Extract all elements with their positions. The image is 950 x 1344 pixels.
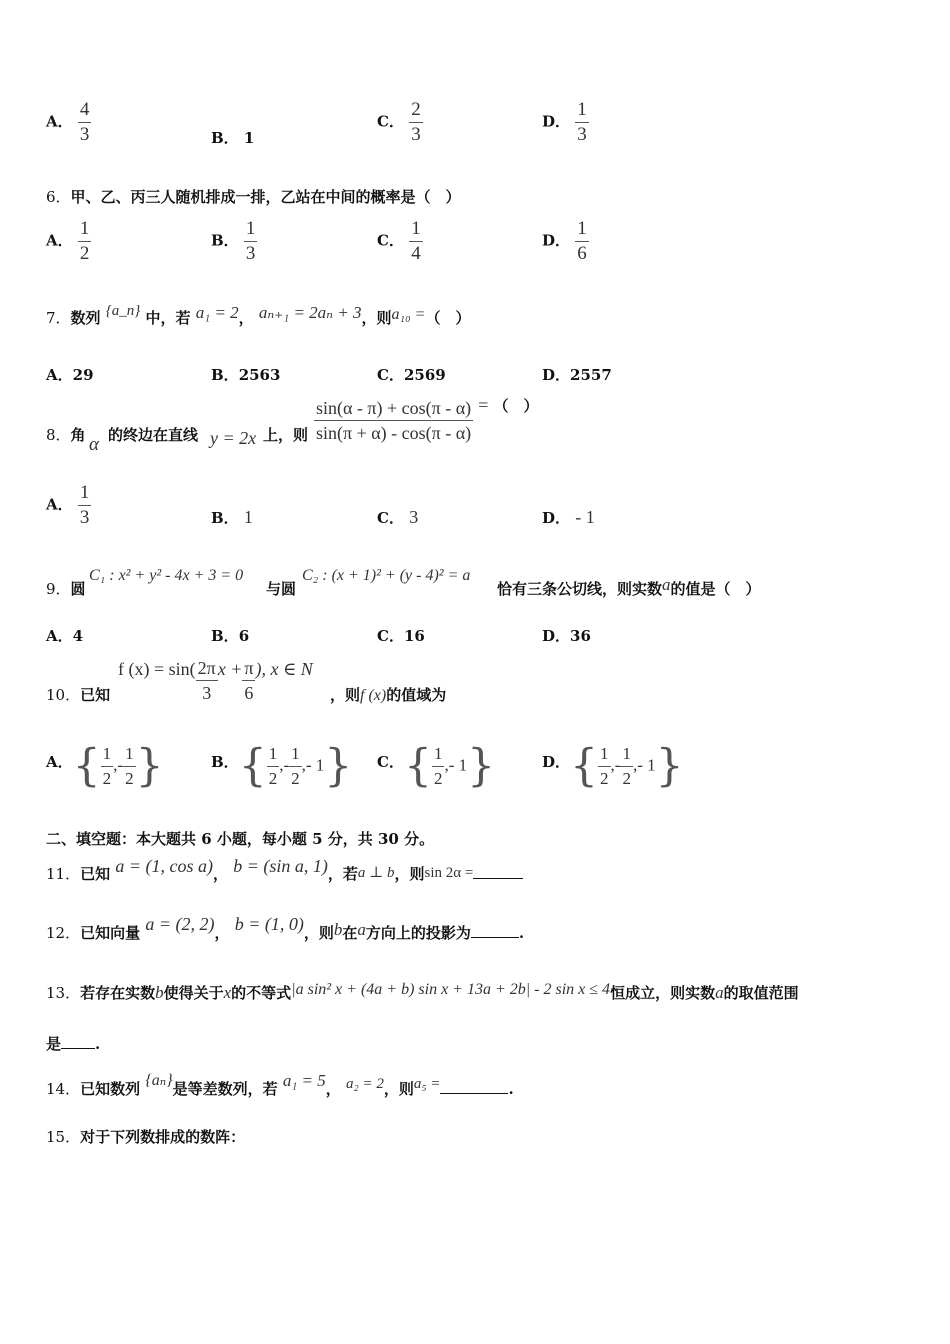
- q8-option-b: B． 1: [211, 507, 253, 527]
- fraction: $\frac{1}{4}$: [411, 218, 421, 264]
- q5-option-a: A． $\frac{4}{3}$: [46, 99, 90, 145]
- right-brace-icon: }: [467, 740, 496, 792]
- q6-option-d: D． $\frac{1}{6}$: [542, 218, 587, 264]
- fraction: $\frac{1}{3}$: [79, 482, 90, 528]
- question-9-lead: 9．圆: [46, 580, 86, 598]
- question-8-lead: 8．角: [46, 426, 86, 444]
- q8-option-c: C． 3: [377, 507, 419, 527]
- q5-option-d: D． $\frac{1}{3}$: [542, 99, 587, 145]
- q9-option-c: C．16: [377, 627, 425, 645]
- fraction: $\frac{1}{2}$: [79, 218, 90, 264]
- question-10-lead: 10．已知: [46, 686, 111, 704]
- left-brace-icon: {: [403, 740, 432, 792]
- q10-option-d: D．{ $\frac{1}{2}$ ,- $\frac{1}{2}$ ,- 1}: [542, 740, 684, 792]
- answer-blank: [471, 937, 519, 938]
- q10-option-c: C．{ $\frac{1}{2}$ ,- 1}: [377, 740, 496, 792]
- fraction: $\frac{2}{3}$: [411, 99, 421, 145]
- right-brace-icon: }: [135, 740, 164, 792]
- fraction: $\frac{1}{3}$: [245, 218, 256, 264]
- q5-option-b: B． 1: [211, 129, 255, 147]
- fraction: $\frac{1}{6}$: [577, 218, 587, 264]
- question-14: 14．已知数列 {aₙ}是等差数列，若 a₁ = 5， a₂ = 2，则a₅ = .: [46, 1071, 514, 1098]
- question-8-text1: 的终边在直线: [108, 426, 199, 444]
- left-brace-icon: {: [72, 740, 101, 792]
- q10-option-b: B．{ $\frac{1}{2}$ ,- $\frac{1}{2}$ ,- 1}: [211, 740, 353, 792]
- question-10-text: ，则f (x)的值域为: [330, 686, 447, 704]
- answer-blank: [440, 1093, 508, 1094]
- question-15: 15．对于下列数排成的数阵：: [46, 1128, 246, 1146]
- q6-option-c: C． $\frac{1}{4}$: [377, 218, 421, 264]
- question-13-line2: 是 .: [46, 1035, 101, 1053]
- question-9-text1: 与圆: [266, 580, 297, 598]
- q7-option-b: B．2563: [211, 366, 281, 384]
- q7-option-d: D．2557: [542, 366, 612, 384]
- q7-option-a: A．29: [46, 366, 94, 384]
- answer-blank: [473, 878, 523, 879]
- question-13: 13．若存在实数b使得关于x的不等式|a sin² x + (4a + b) sin x + 13a + 2b| - 2 sin x ≤ 4恒成立，则实数a的取值范围: [46, 981, 799, 1002]
- answer-blank: [61, 1048, 95, 1049]
- right-brace-icon: }: [655, 740, 684, 792]
- q6-option-a: A． $\frac{1}{2}$: [46, 218, 90, 264]
- q6-option-b: B． $\frac{1}{3}$: [211, 218, 256, 264]
- question-12: 12．已知向量 a = (2, 2)， b = (1, 0)，则b在a方向上的投影为 .: [46, 914, 525, 942]
- function-definition: f (x) = sin( $\frac{2\pi}{3}$ x + $\frac{\pi}{6}$ ), x ∈ N: [118, 658, 313, 703]
- question-9-text2: 恰有三条公切线，则实数a的值是（ ）: [497, 575, 761, 598]
- q8-option-a: A． $\frac{1}{3}$: [46, 482, 90, 528]
- q9-option-b: B．6: [211, 627, 250, 645]
- question-8-text2: 上，则: [263, 426, 309, 444]
- q7-option-c: C．2569: [377, 366, 446, 384]
- q8-option-d: D． - 1: [542, 507, 595, 527]
- left-brace-icon: {: [238, 740, 267, 792]
- q9-option-a: A．4: [46, 627, 84, 645]
- fraction: $\frac{4}{3}$: [79, 99, 90, 145]
- section-2-title: 二、填空题：本大题共 6 小题，每小题 5 分，共 30 分。: [46, 830, 435, 848]
- q10-option-a: A．{ $\frac{1}{2}$ ,- $\frac{1}{2}$ }: [46, 740, 164, 792]
- q5-option-c: C． $\frac{2}{3}$: [377, 99, 421, 145]
- question-11: 11．已知 a = (1, cos a)， b = (sin a, 1)，若a ⊥ b，则sin 2α =: [46, 863, 523, 884]
- trig-fraction: $\frac{\sin(\alpha - \pi) + \cos(\pi - \alpha)}{\sin(\pi + \alpha) - \cos(\pi - \alpha)}$ = （ ）: [316, 395, 539, 443]
- question-7: 7．数列 {a_n} 中，若 a₁ = 2， aₙ₊₁ = 2aₙ + 3，则a₁₀ =（ ）: [46, 303, 471, 327]
- circle-c2: C₂ : (x + 1)² + (y - 4)² = a: [302, 567, 471, 584]
- q9-option-d: D．36: [542, 627, 591, 645]
- fraction: $\frac{1}{3}$: [577, 99, 587, 145]
- alpha-symbol: α: [89, 434, 99, 455]
- left-brace-icon: {: [570, 740, 599, 792]
- question-6: 6．甲、乙、丙三人随机排成一排，乙站在中间的概率是（ ）: [46, 188, 461, 206]
- circle-c1: C₁ : x² + y² - 4x + 3 = 0: [89, 567, 244, 584]
- line-equation: y = 2x: [210, 428, 257, 448]
- right-brace-icon: }: [324, 740, 353, 792]
